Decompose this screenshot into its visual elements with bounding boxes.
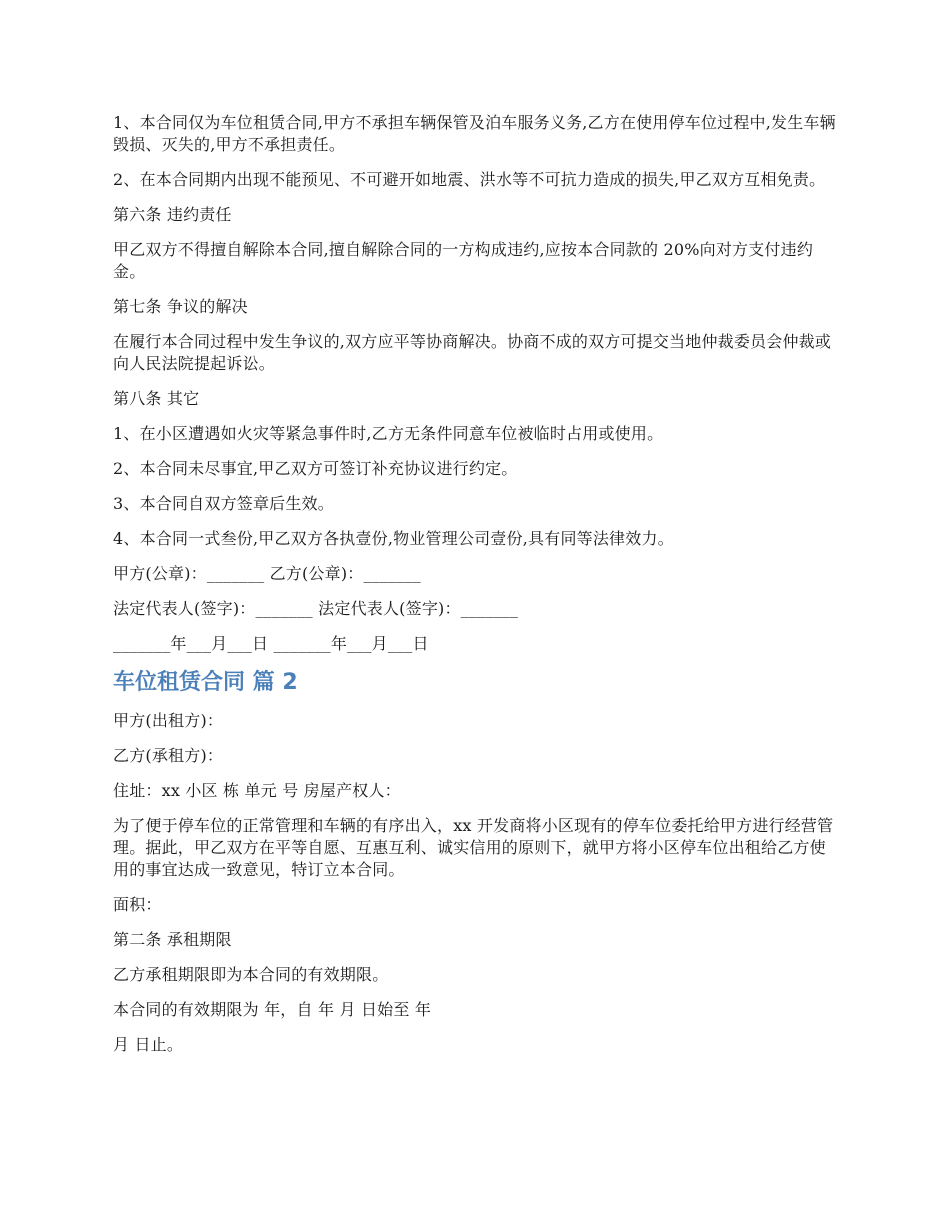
party-b-field: 乙方(承租方)： [113,746,224,765]
paragraph: 2、在本合同期内出现不能预见、不可避开如地震、洪水等不可抗力造成的损失,甲乙双方互相免责。 [113,170,826,189]
paragraph: 乙方承租期限即为本合同的有效期限。 [113,965,389,984]
address-field: 住址：xx 小区 栋 单元 号 房屋产权人： [113,781,401,800]
paragraph: 为了便于停车位的正常管理和车辆的有序出入，xx 开发商将小区现有的停车位委托给甲方进行经营管理。据此，甲乙双方在平等自愿、互惠互利、诚实信用的原则下，就甲方将小区停车位出租给乙方使用的事宜达成一致意见，特订立本合同。 [113,816,834,879]
paragraph: 在履行本合同过程中发生争议的,双方应平等协商解决。协商不成的双方可提交当地仲裁委员会仲裁或向人民法院提起诉讼。 [113,332,832,373]
article-heading: 第六条 违约责任 [113,205,232,224]
paragraph: 甲乙双方不得擅自解除本合同,擅自解除合同的一方构成违约,应按本合同款的 20%向对方支付违约金。 [113,240,814,281]
party-a-field: 甲方(出租方)： [113,711,224,730]
article-heading: 第二条 承租期限 [113,930,232,949]
paragraph: 4、本合同一式叁份,甲乙双方各执壹份,物业管理公司壹份,具有同等法律效力。 [113,529,674,548]
paragraph: 2、本合同未尽事宜,甲乙双方可签订补充协议进行约定。 [113,459,518,478]
paragraph: 1、在小区遭遇如火灾等紧急事件时,乙方无条件同意车位被临时占用或使用。 [113,424,664,443]
signature-line-seal: 甲方(公章)：_______ 乙方(公章)：_______ [113,564,421,583]
signature-line-date: _______年___月___日 _______年___月___日 [113,634,429,653]
area-field: 面积： [113,895,162,914]
paragraph: 本合同的有效期限为 年，自 年 月 日始至 年 [113,1000,432,1019]
paragraph: 3、本合同自双方签章后生效。 [113,494,334,513]
signature-line-representative: 法定代表人(签字)：_______ 法定代表人(签字)：_______ [113,599,519,618]
section-title: 车位租赁合同 篇 2 [113,670,298,695]
paragraph: 1、本合同仅为车位租赁合同,甲方不承担车辆保管及泊车服务义务,乙方在使用停车位过程中,发生车辆毁损、灭失的,甲方不承担责任。 [113,113,836,154]
article-heading: 第八条 其它 [113,389,200,408]
article-heading: 第七条 争议的解决 [113,297,248,316]
paragraph: 月 日止。 [113,1035,184,1054]
